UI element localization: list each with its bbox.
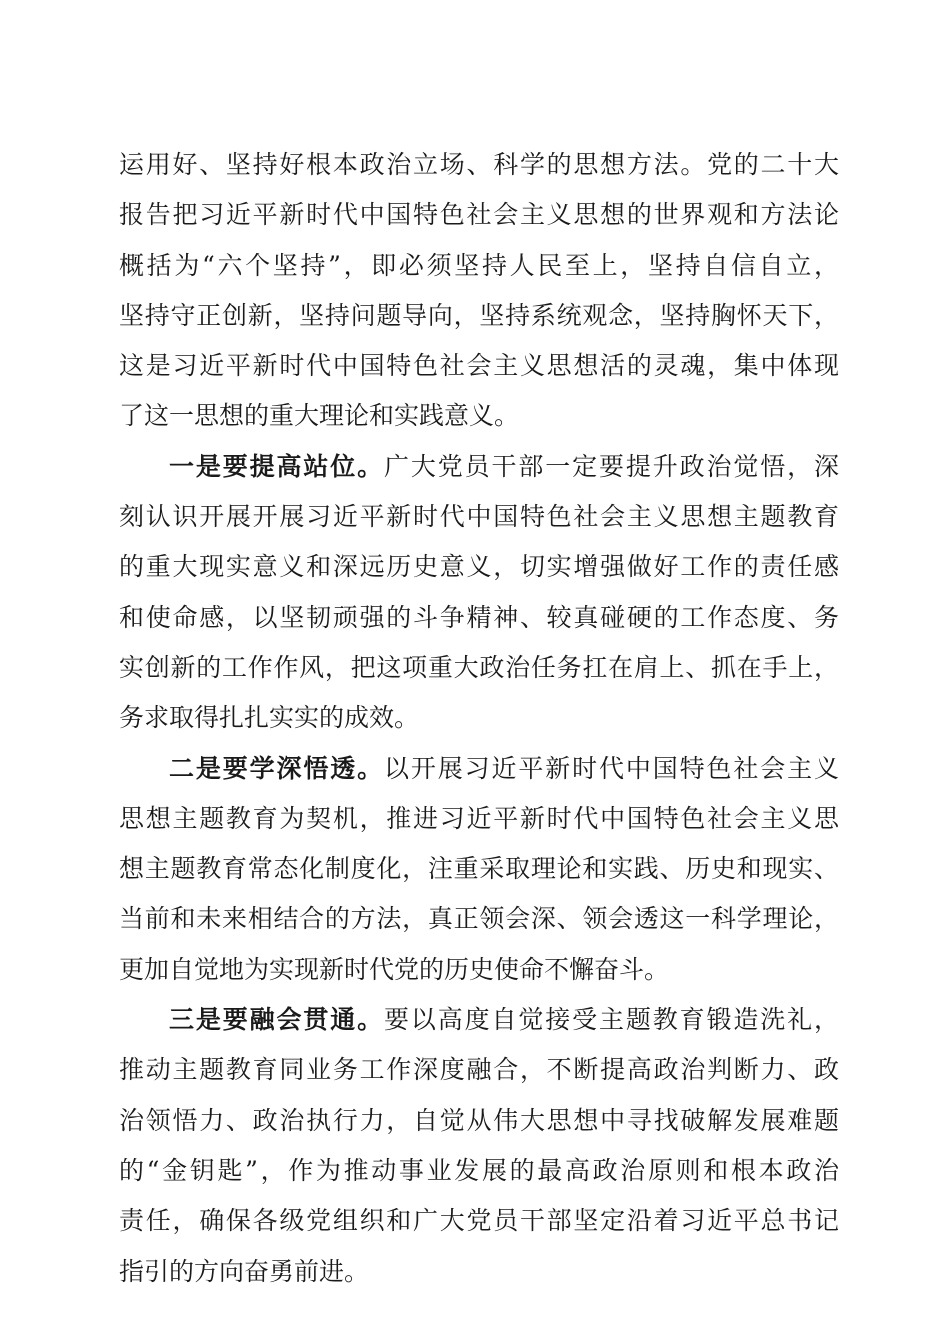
paragraph-line: 报告把习近平新时代中国特色社会主义思想的世界观和方法论 [119,200,839,230]
paragraph-line: 责任，确保各级党组织和广大党员干部坚定沿着习近平总书记 [119,1206,839,1236]
paragraph-line: 这是习近平新时代中国特色社会主义思想活的灵魂，集中体现 [119,351,839,381]
paragraph-line: 概括为“六个坚持”，即必须坚持人民至上，坚持自信自立， [119,250,839,280]
paragraph-2 [119,442,839,744]
paragraph-first-line [119,442,839,492]
paragraph-first-line [119,744,839,794]
paragraph-lead: 三是要融会贯通。 [169,1005,384,1035]
paragraph-line: 了这一思想的重大理论和实践意义。 [119,401,520,431]
paragraph-lead: 一是要提高站位。 [169,451,384,481]
paragraph-line: 推动主题教育同业务工作深度融合，不断提高政治判断力、政 [119,1055,839,1085]
paragraph-line: 的“金钥匙”，作为推动事业发展的最高政治原则和根本政治 [119,1155,839,1185]
paragraph-4 [119,995,839,1297]
paragraph-line: 刻认识开展开展习近平新时代中国特色社会主义思想主题教育 [119,502,839,532]
paragraph-lead: 二是要学深悟透。 [169,753,384,783]
paragraph-line: 指引的方向奋勇前进。 [119,1256,370,1286]
paragraph-line: 治领悟力、政治执行力，自觉从伟大思想中寻找破解发展难题 [119,1105,839,1135]
paragraph-text: 以开展习近平新时代中国特色社会主义 [384,753,839,783]
paragraph-1 [119,140,839,442]
paragraph-line: 和使命感，以坚韧顽强的斗争精神、较真碰硬的工作态度、务 [119,602,839,632]
paragraph-text: 要以高度自觉接受主题教育锻造洗礼， [384,1005,839,1035]
paragraph-line: 当前和未来相结合的方法，真正领会深、领会透这一科学理论， [119,904,839,934]
paragraph-line: 坚持守正创新，坚持问题导向，坚持系统观念，坚持胸怀天下， [119,300,839,330]
paragraph-line: 想主题教育常态化制度化，注重采取理论和实践、历史和现实、 [119,854,839,884]
paragraph-first-line [119,995,839,1045]
paragraph-line: 务求取得扎扎实实的成效。 [119,703,420,733]
document-body [119,140,839,1297]
paragraph-line: 更加自觉地为实现新时代党的历史使命不懈奋斗。 [119,954,670,984]
paragraph-line: 实创新的工作作风，把这项重大政治任务扛在肩上、抓在手上， [119,652,839,682]
paragraph-line: 的重大现实意义和深远历史意义，切实增强做好工作的责任感 [119,552,839,582]
paragraph-line: 思想主题教育为契机，推进习近平新时代中国特色社会主义思 [119,803,839,833]
paragraph-line: 运用好、坚持好根本政治立场、科学的思想方法。党的二十大 [119,150,839,179]
paragraph-3 [119,744,839,995]
paragraph-text: 广大党员干部一定要提升政治觉悟，深 [384,451,839,481]
